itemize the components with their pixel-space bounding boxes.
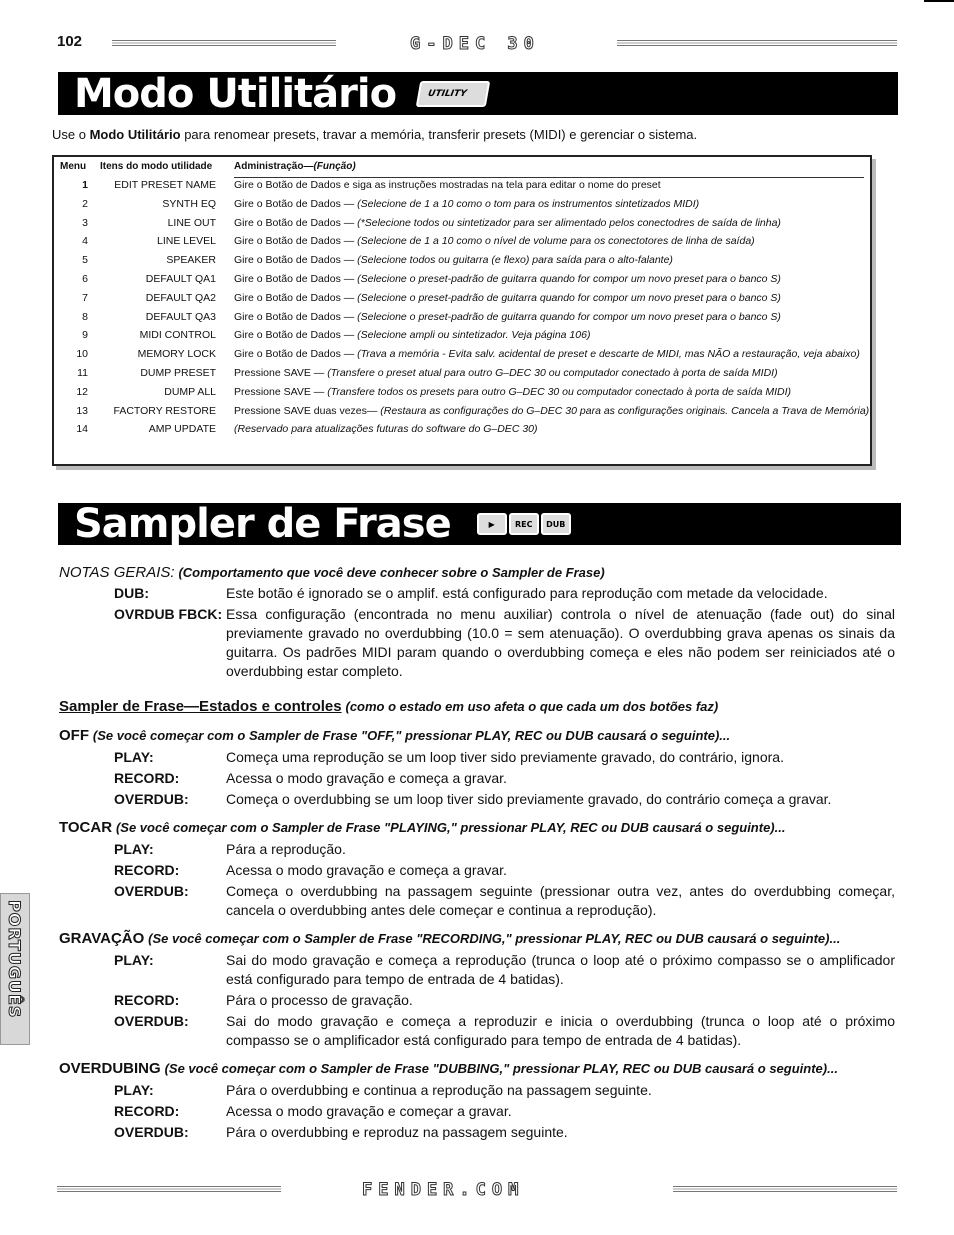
row-item-name: MIDI CONTROL	[139, 329, 216, 342]
table-row	[54, 198, 870, 217]
state-overdubing-heading: OVERDUBING (Se você começar com o Sampler de Frase "DUBBING," pressionar PLAY, REC ou DUB causará o seguinte)...	[59, 1060, 838, 1077]
corner-mark	[924, 0, 954, 2]
table-row	[54, 179, 870, 198]
tocar-overdub: OVERDUB: Começa o overdubbing na passagem seguinte (pressionar outra vez, antes do overdubbing começar, cancela o overdubbing antes dele começar e continua a reprodução).	[114, 883, 895, 918]
row-menu-number: 7	[82, 291, 88, 304]
row-item-name: DUMP ALL	[164, 385, 216, 398]
off-play: PLAY: Começa uma reprodução se um loop tiver sido previamente gravado, do contrário, ignora.	[114, 749, 784, 765]
row-admin: Pressione SAVE duas vezes— (Restaura as configurações do G–DEC 30 para as configurações originais. Cancela a Trava de Memória)	[234, 404, 870, 417]
row-admin: Gire o Botão de Dados — (Trava a memória - Evita salv. acidental de preset e descarte de MIDI, mas NÃO a restauração, veja abaixo)	[234, 348, 860, 361]
table-row	[54, 235, 870, 254]
row-item-name: LINE LEVEL	[157, 235, 216, 248]
row-admin: Gire o Botão de Dados — (Selecione ampli ou sintetizador. Veja página 106)	[234, 329, 591, 342]
row-menu-number: 12	[76, 385, 88, 398]
page-number: 102	[57, 33, 83, 50]
row-admin: Gire o Botão de Dados — (Selecione o preset-padrão de guitarra quando for compor um novo preset para o banco S)	[234, 310, 781, 323]
row-item-name: MEMORY LOCK	[137, 348, 216, 361]
general-notes-heading: NOTAS GERAIS: (Comportamento que você deve conhecer sobre o Sampler de Frase)	[59, 564, 605, 581]
table-row	[54, 292, 870, 311]
row-item-name: DEFAULT QA2	[145, 291, 216, 304]
utility-banner	[58, 72, 898, 115]
grav-record: RECORD: Pára o processo de gravação.	[114, 992, 413, 1008]
table-row	[54, 217, 870, 236]
row-admin: Gire o Botão de Dados — (Selecione de 1 a 10 como o tom para os instrumentos sintetizados MIDI)	[234, 197, 700, 210]
note-dub: DUB: Este botão é ignorado se o amplif. está configurado para reprodução com metade da velocidade.	[114, 585, 828, 601]
row-item-name: DEFAULT QA1	[145, 273, 216, 285]
row-admin: Gire o Botão de Dados — (Selecione de 1 a 10 como o nível de volume para os conectotores de linha de saída)	[234, 235, 755, 248]
grav-play: PLAY: Sai do modo gravação e começa a reprodução (trunca o loop até o próximo compasso se o amplificador está configurado para tempo de entrada de 4 batidas).	[114, 952, 895, 987]
row-menu-number: 10	[76, 348, 88, 361]
grav-overdub: OVERDUB: Sai do modo gravação e começa a reproduzir e inicia o overdubbing (trunca o loop até o próximo compasso se o amplificador está configurado para tempo de entrada de 4 batidas).	[114, 1013, 895, 1048]
row-item-name: EDIT PRESET NAME	[114, 179, 216, 191]
table-row	[54, 386, 870, 405]
sampler-banner	[58, 503, 901, 545]
header-rule-right	[617, 40, 897, 46]
ovd-play: PLAY: Pára o overdubbing e continua a reprodução na passagem seguinte.	[114, 1082, 652, 1098]
utility-intro: Use o Modo Utilitário para renomear presets, travar a memória, transferir presets (MIDI) e gerenciar o sistema.	[52, 127, 698, 142]
row-item-name: AMP UPDATE	[148, 423, 216, 436]
row-admin: Pressione SAVE — (Transfere o preset atual para outro G–DEC 30 ou computador conectado à porta de saída MIDI)	[234, 367, 778, 379]
fender-logo: FENDER.COM	[362, 1180, 525, 1200]
row-item-name: DEFAULT QA3	[145, 310, 216, 323]
off-overdub: OVERDUB: Começa o overdubbing se um loop tiver sido previamente gravado, do contrário começa a gravar.	[114, 791, 832, 807]
row-menu-number: 2	[82, 197, 88, 210]
row-admin: Gire o Botão de Dados — (Selecione todos ou guitarra (e flexo) para saída para o alto-falante)	[234, 254, 673, 267]
row-menu-number: 1	[82, 179, 88, 191]
row-menu-number: 9	[82, 329, 88, 342]
row-item-name: LINE OUT	[167, 216, 216, 229]
footer-rule-right	[673, 1186, 897, 1192]
play-icon: ▶	[477, 513, 507, 535]
row-admin: Gire o Botão de Dados e siga as instruções mostradas na tela para editar o nome do preset	[234, 179, 661, 191]
state-tocar-heading: TOCAR (Se você começar com o Sampler de Frase "PLAYING," pressionar PLAY, REC ou DUB causará o seguinte)...	[59, 819, 786, 836]
language-tab: PORTUGUÊS	[0, 893, 30, 1045]
utility-title: Modo Utilitário	[74, 70, 397, 117]
table-row	[54, 367, 870, 386]
dub-icon: DUB	[541, 513, 571, 535]
rec-icon: REC	[509, 513, 539, 535]
tocar-play: PLAY: Pára a reprodução.	[114, 841, 346, 857]
state-off-heading: OFF (Se você começar com o Sampler de Frase "OFF," pressionar PLAY, REC ou DUB causará o seguinte)...	[59, 727, 731, 744]
row-admin: Gire o Botão de Dados — (Selecione o preset-padrão de guitarra quando for compor um novo preset para o banco S)	[234, 291, 781, 304]
row-admin: Pressione SAVE — (Transfere todos os presets para outro G–DEC 30 ou computador conectado à porta de saída MIDI)	[234, 385, 791, 398]
row-menu-number: 14	[76, 423, 88, 436]
off-record: RECORD: Acessa o modo gravação e começa a gravar.	[114, 770, 507, 786]
table-row	[54, 273, 870, 292]
product-logo: G-DEC 30	[410, 34, 540, 54]
row-menu-number: 13	[76, 404, 88, 417]
row-menu-number: 5	[82, 254, 88, 267]
row-item-name: SPEAKER	[166, 254, 216, 267]
table-row	[54, 329, 870, 348]
table-row	[54, 348, 870, 367]
row-item-name: FACTORY RESTORE	[113, 404, 216, 417]
row-menu-number: 6	[82, 273, 88, 285]
sampler-title: Sampler de Frase	[74, 501, 451, 547]
state-gravacao-heading: GRAVAÇÃO (Se você começar com o Sampler de Frase "RECORDING," pressionar PLAY, REC ou DUB causará o seguinte)...	[59, 930, 841, 947]
row-menu-number: 4	[82, 235, 88, 248]
row-menu-number: 11	[77, 367, 88, 379]
row-admin: Gire o Botão de Dados — (*Selecione todos ou sintetizador para ser alimentado pelos conectodres de saída de linha)	[234, 216, 781, 229]
footer-rule-left	[57, 1186, 281, 1192]
ovd-overdub: OVERDUB: Pára o overdubbing e reproduz na passagem seguinte.	[114, 1124, 568, 1140]
table-row	[54, 311, 870, 330]
utility-badge-icon: UTILITY	[416, 81, 491, 107]
table-row	[54, 405, 870, 424]
transport-buttons-icon	[477, 513, 571, 535]
row-item-name: SYNTH EQ	[162, 197, 216, 210]
ovd-record: RECORD: Acessa o modo gravação e começar a gravar.	[114, 1103, 512, 1119]
states-heading: Sampler de Frase—Estados e controles (como o estado em uso afeta o que cada um dos botões faz)	[59, 698, 719, 715]
tocar-record: RECORD: Acessa o modo gravação e começa a gravar.	[114, 862, 507, 878]
utility-table: Menu Itens do modo utilidade Administração—(Função) 1 EDIT PRESET NAME Gire o Botão de Dados e siga as instruções mostradas na tela para editar o nome do preset 2 SYNTH EQ Gire o Botão de Dados — (Selecione de 1 a 10 como o tom para os instrumentos sintetizados MIDI) 3 LINE OUT Gire o Botão de Dados — (*Selecione todos ou sintetizador para ser alimentado pelos conectodres de saída de linha) 4 LINE LEVEL Gire o Botão de Dados — (Selecione de 1 a 10 como o nível de volume para os conectotores de linha de saída) 5 SPEAKER Gire o Botão de Dados — (Selecione todos ou guitarra (e flexo) para saída para o alto-falante) 6 DEFAULT QA1 Gire o Botão de Dados — (Selecione o preset-padrão de guitarra quando for compor um novo preset para o banco S) 7 DEFAULT QA2 Gire o Botão de Dados — (Selecione o preset-padrão de guitarra quando for compor um novo preset para o banco S) 8 DEFAULT QA3 Gire o Botão de Dados — (Selecione o preset-padrão de guitarra quando for compor um novo preset para o banco S) 9 MIDI CONTROL Gire o Botão de Dados — (Selecione ampli ou sintetizador. Veja página 106) 10 MEMORY LOCK Gire o Botão de Dados — (Trava a memória - Evita salv. acidental de preset e descarte de MIDI, mas NÃO a restauração, veja abaixo) 11 DUMP PRESET Pressione SAVE — (Transfere o preset atual para outro G–DEC 30 ou computador conectado à porta de saída MIDI) 12 DUMP ALL Pressione SAVE — (Transfere todos os presets para outro G–DEC 30 ou computador conectado à porta de saída MIDI) 13 FACTORY RESTORE Pressione SAVE duas vezes— (Restaura as configurações do G–DEC 30 para as configurações originais. Cancela a Trava de Memória) 14 AMP UPDATE (Reservado para atualizações futuras do software do G–DEC 30)	[52, 155, 872, 466]
row-item-name: DUMP PRESET	[140, 367, 216, 379]
table-row	[54, 423, 870, 442]
table-header-line	[234, 177, 864, 178]
table-row	[54, 254, 870, 273]
row-admin: Gire o Botão de Dados — (Selecione o preset-padrão de guitarra quando for compor um novo preset para o banco S)	[234, 273, 781, 285]
row-menu-number: 8	[82, 310, 88, 323]
note-ovrdub-fbck: OVRDUB FBCK: Essa configuração (encontrada no menu auxiliar) controla o nível de atenuação (fade out) do sinal previamente gravado no overdubbing (10.0 = sem atenuação). O overdubbing grava apenas os sinais da guitarra. Os padrões MIDI param quando o overdubbing começa e eles não podem ser reiniciados até o overdubbing estar completo.	[114, 606, 895, 679]
row-menu-number: 3	[82, 216, 88, 229]
header-rule-left	[112, 40, 336, 46]
row-admin: (Reservado para atualizações futuras do software do G–DEC 30)	[234, 423, 538, 436]
